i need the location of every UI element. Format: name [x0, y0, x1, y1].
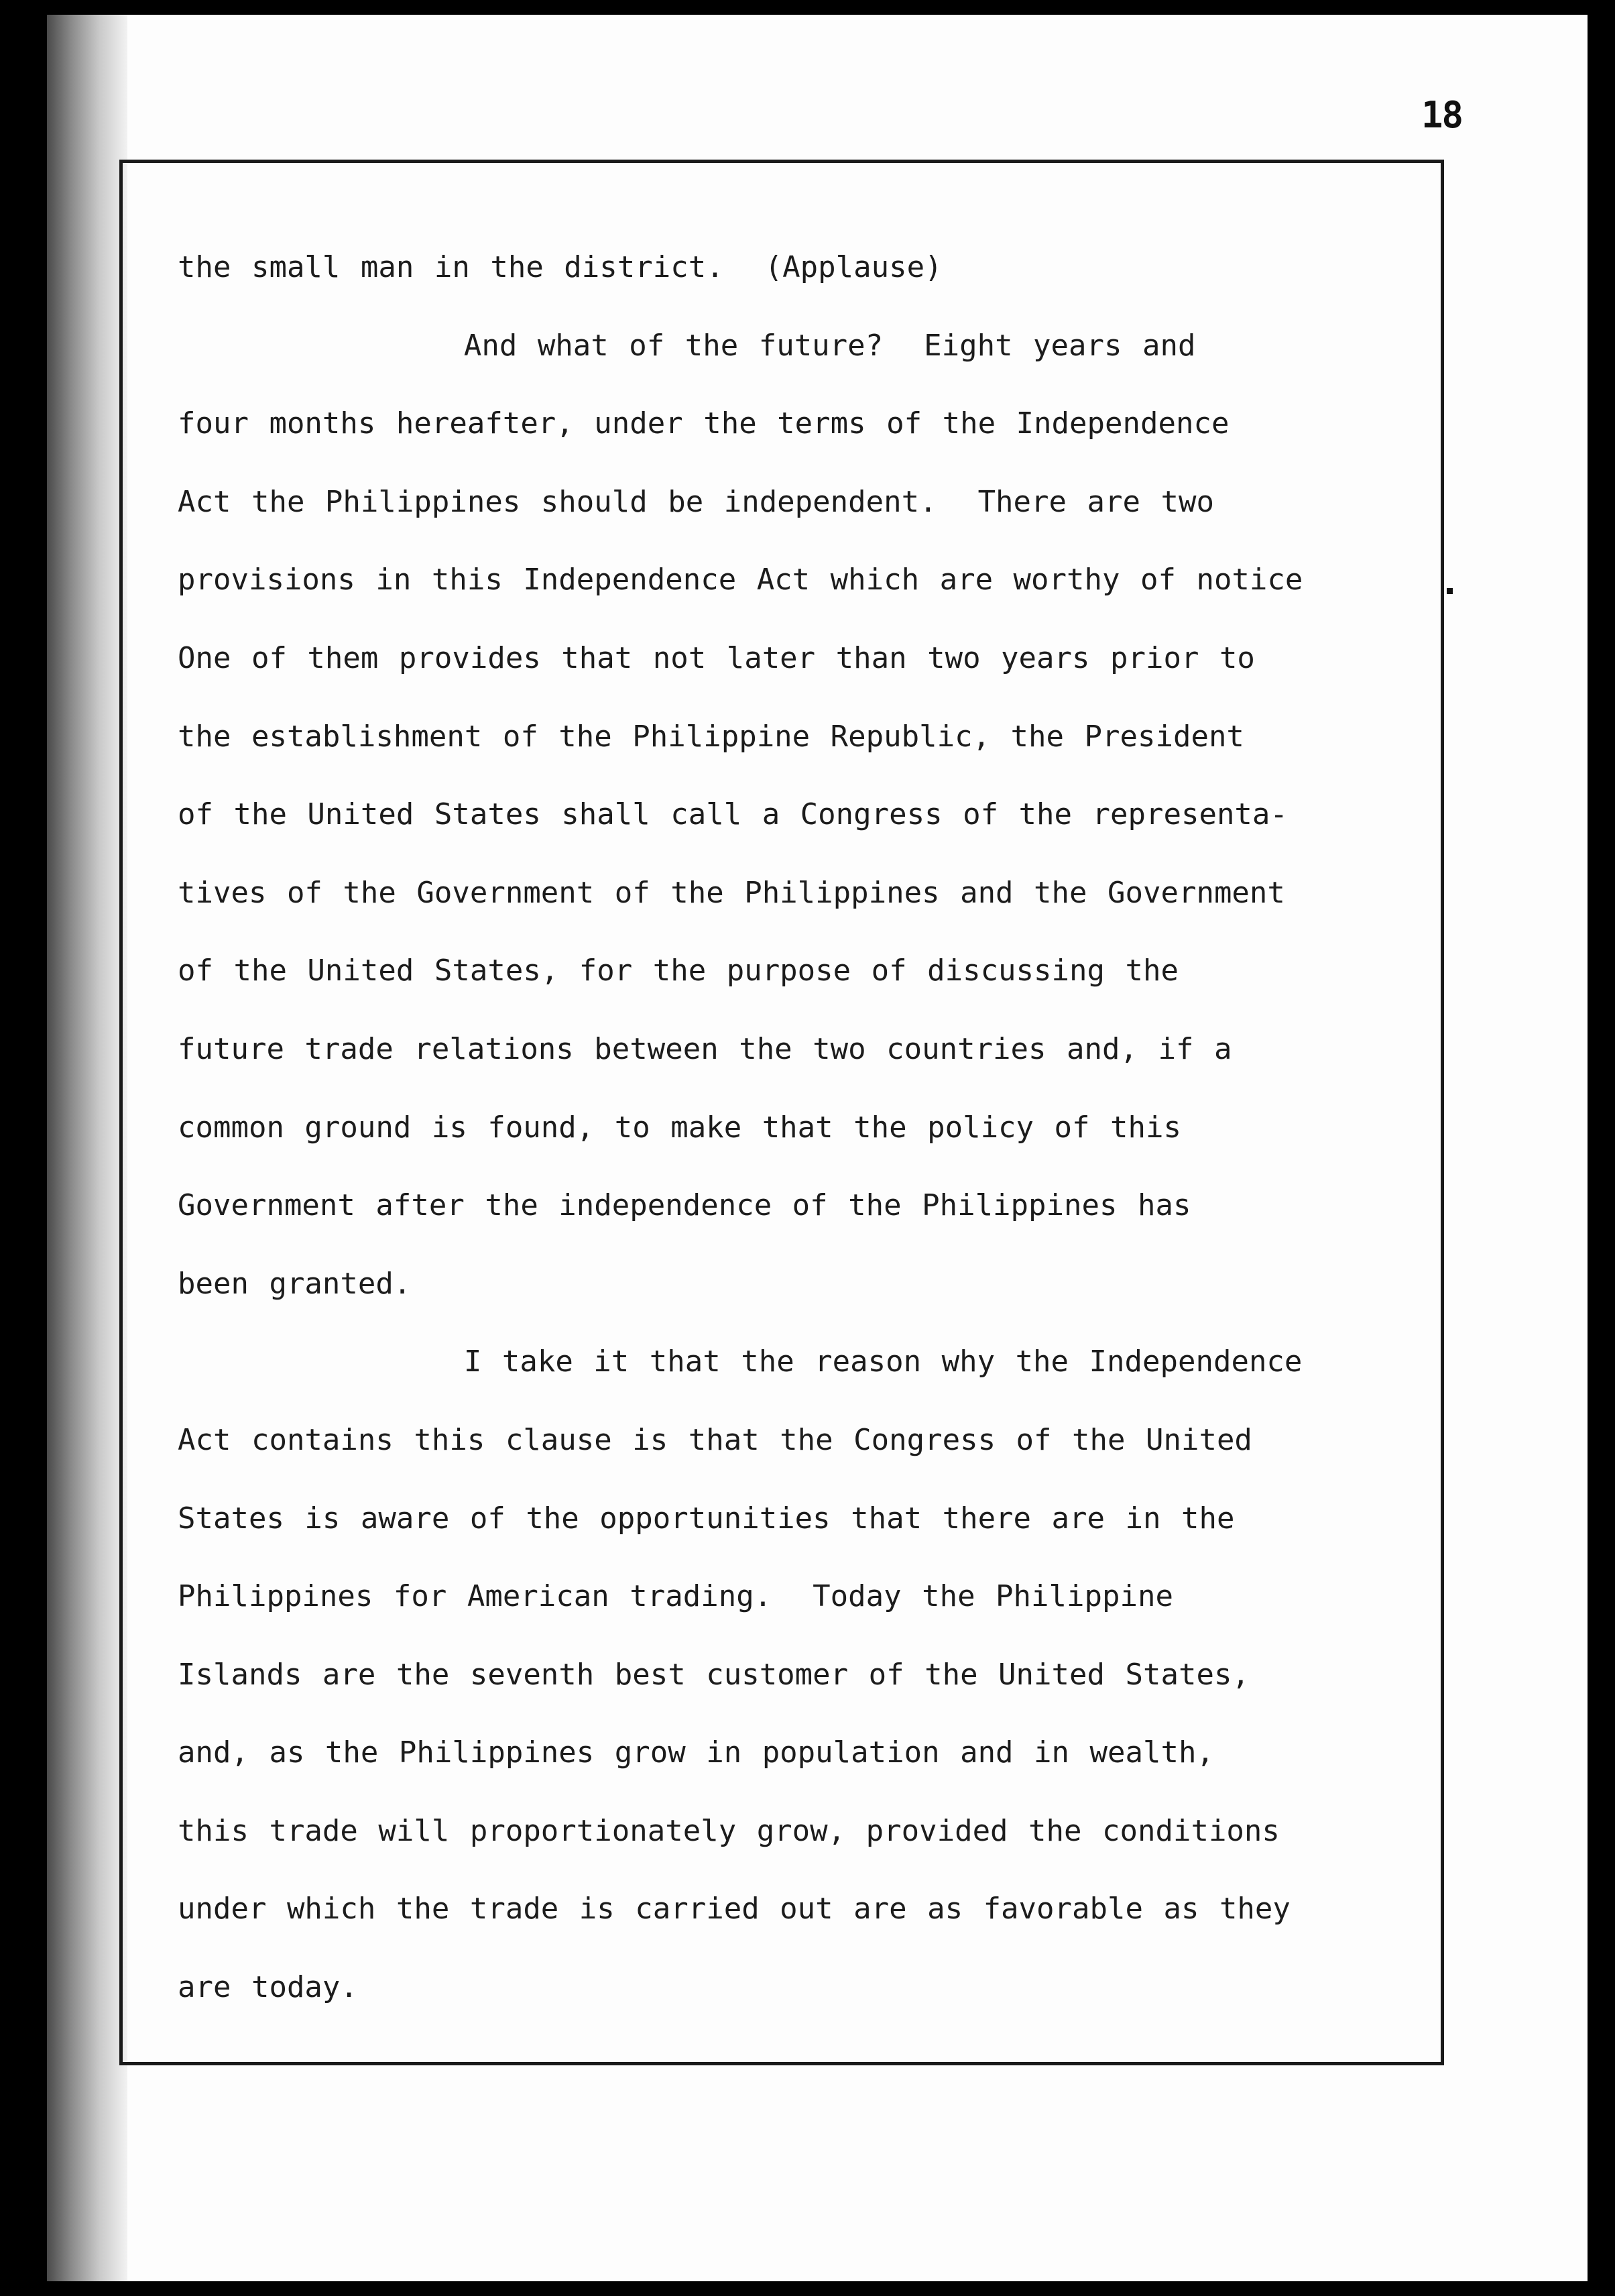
text-line: Philippines for American trading. Today the Philippine — [178, 1579, 1173, 1614]
text-line: of the United States, for the purpose of discussing the — [178, 954, 1179, 988]
text-line: I take it that the reason why the Independence — [178, 1344, 1303, 1379]
text-line: under which the trade is carried out are as favorable as they — [178, 1892, 1291, 1927]
binding-shadow — [47, 15, 127, 2281]
text-line: Act contains this clause is that the Congress of the United — [178, 1422, 1252, 1457]
text-line: Act the Philippines should be independent. There are two — [178, 484, 1214, 519]
text-line: future trade relations between the two countries and, if a — [178, 1031, 1232, 1066]
text-line: Islands are the seventh best customer of the United States, — [178, 1657, 1250, 1692]
page-number: 18 — [1421, 94, 1463, 136]
text-line: provisions in this Independence Act which are worthy of notice — [178, 563, 1303, 597]
text-line: been granted. — [178, 1266, 412, 1301]
text-line: Government after the independence of the Philippines has — [178, 1188, 1191, 1223]
text-line: States is aware of the opportunities that there are in the — [178, 1501, 1235, 1536]
typewritten-text-body — [178, 250, 1492, 2051]
text-line: are today. — [178, 1970, 358, 2005]
text-line: the establishment of the Philippine Republic, the President — [178, 719, 1244, 754]
text-line: four months hereafter, under the terms of the Independence — [178, 406, 1230, 441]
text-line: this trade will proportionately grow, provided the conditions — [178, 1813, 1280, 1848]
text-line: And what of the future? Eight years and — [178, 328, 1196, 363]
text-line: One of them provides that not later than two years prior to — [178, 640, 1255, 675]
text-line: common ground is found, to make that the policy of this — [178, 1110, 1181, 1145]
text-line: the small man in the district. (Applause) — [178, 250, 943, 284]
text-line: and, as the Philippines grow in population and in wealth, — [178, 1735, 1214, 1770]
text-line: of the United States shall call a Congress of the representa- — [178, 797, 1288, 832]
text-line: tives of the Government of the Philippines and the Government — [178, 875, 1285, 910]
document-page — [47, 15, 1588, 2281]
